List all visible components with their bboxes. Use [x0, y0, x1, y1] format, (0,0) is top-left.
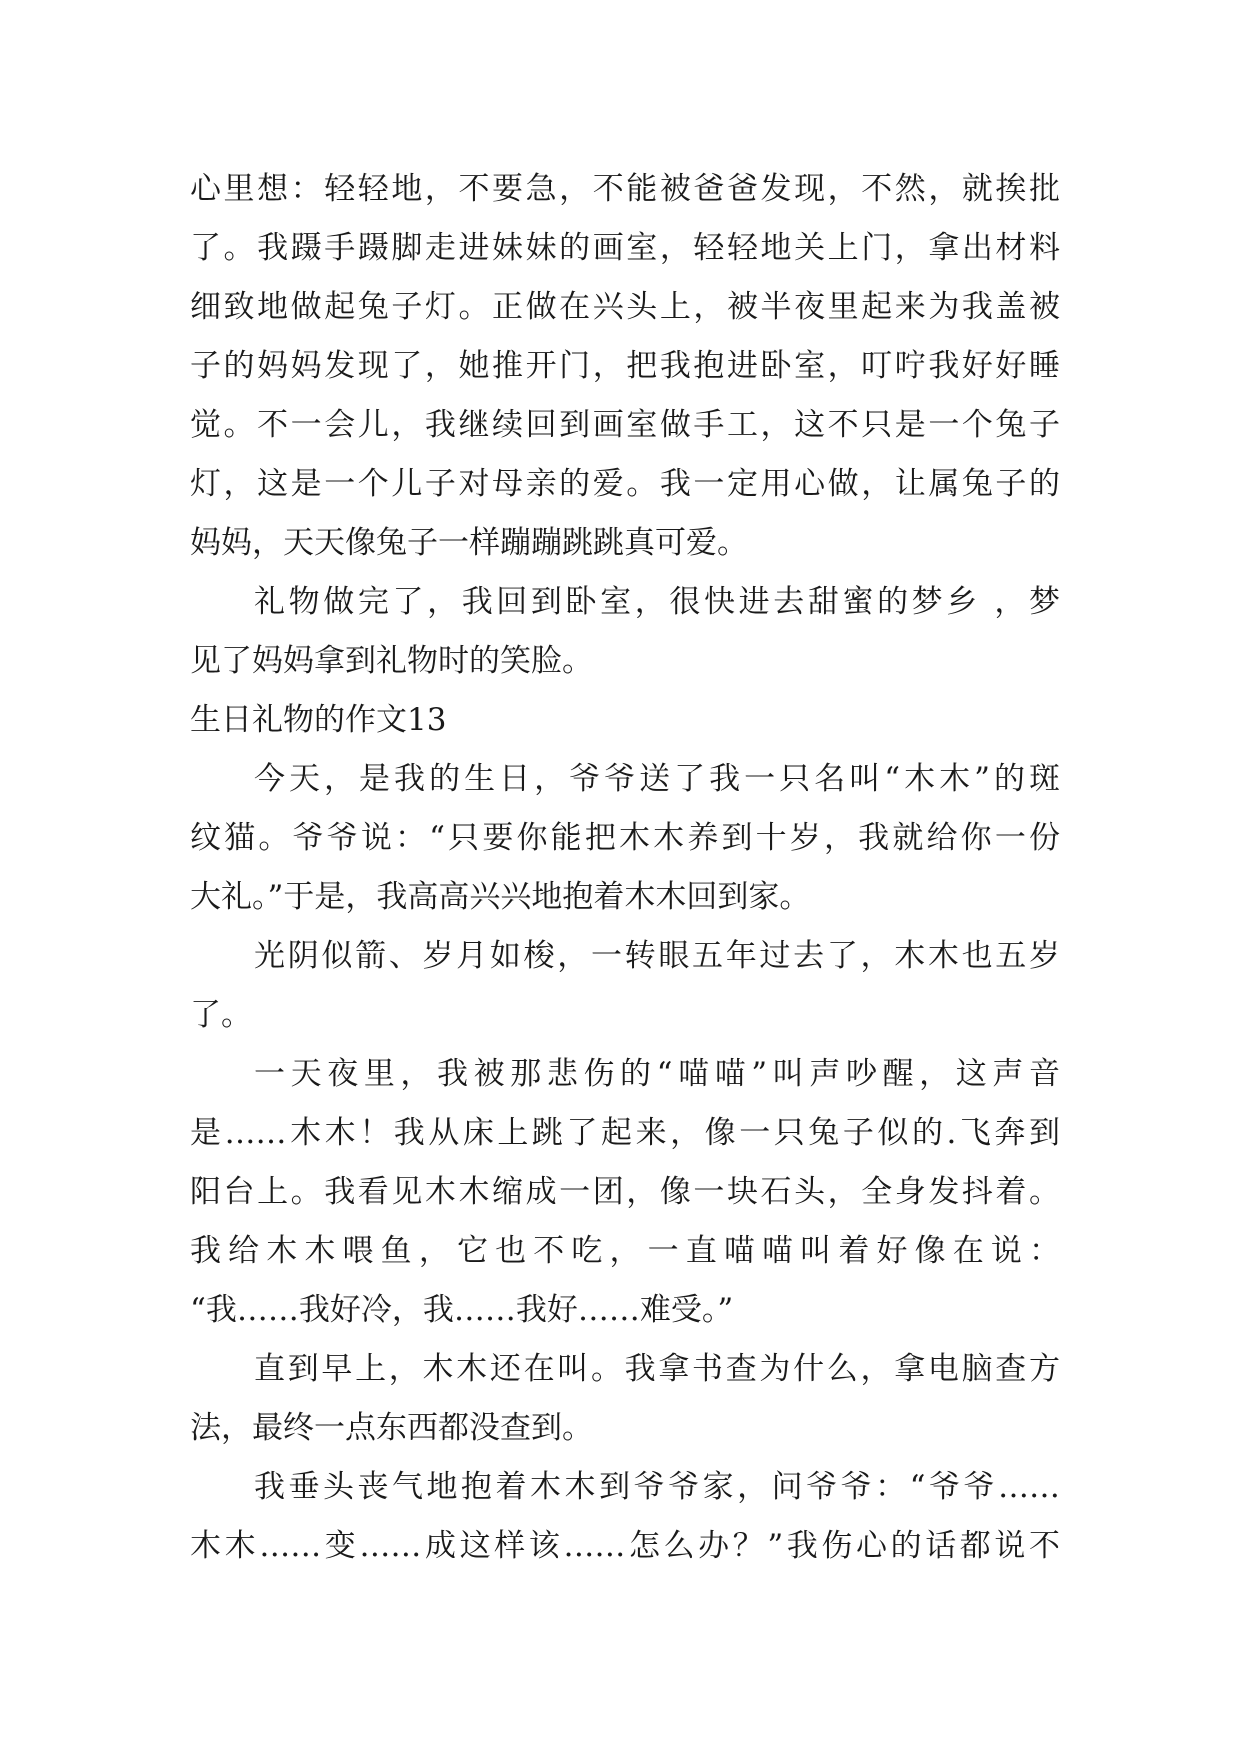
paragraph-first-line: 光阴似箭、岁月如梭，一转眼五年过去了，木木也五岁 — [254, 938, 1060, 974]
paragraph-first-line: 礼物做完了，我回到卧室，很快进去甜蜜的梦乡 ，梦 — [254, 584, 1060, 620]
text-line: 心里想：轻轻地，不要急，不能被爸爸发现，不然，就挨批 — [190, 171, 1060, 207]
text-line: 我给木木喂鱼，它也不吃，一直喵喵叫着好像在说： — [190, 1233, 1060, 1269]
text-line: 阳台上。我看见木木缩成一团，像一块石头，全身发抖着。 — [190, 1174, 1060, 1210]
section-heading: 生日礼物的作文13 — [190, 702, 447, 738]
text-line: 子的妈妈发现了，她推开门，把我抱进卧室，叮咛我好好睡 — [190, 348, 1060, 384]
text-line: 大礼。”于是，我高高兴兴地抱着木木回到家。 — [190, 879, 811, 915]
paragraph-first-line: 我垂头丧气地抱着木木到爷爷家，问爷爷：“爷爷…… — [254, 1469, 1060, 1505]
text-line: 灯，这是一个儿子对母亲的爱。我一定用心做，让属兔子的 — [190, 466, 1060, 502]
text-line: 见了妈妈拿到礼物时的笑脸。 — [190, 643, 593, 679]
paragraph-first-line: 今天，是我的生日，爷爷送了我一只名叫“木木”的斑 — [254, 761, 1060, 797]
essay-text — [190, 160, 1060, 1576]
text-line: 细致地做起兔子灯。正做在兴头上，被半夜里起来为我盖被 — [190, 289, 1060, 325]
text-line: “我……我好冷，我……我好……难受。” — [190, 1292, 734, 1328]
text-line: 木木……变……成这样该……怎么办？”我伤心的话都说不 — [190, 1528, 1060, 1564]
text-line: 了。 — [190, 997, 252, 1033]
paragraph-first-line: 一天夜里，我被那悲伤的“喵喵”叫声吵醒，这声音 — [254, 1056, 1060, 1092]
text-line: 纹猫。爷爷说：“只要你能把木木养到十岁，我就给你一份 — [190, 820, 1060, 856]
text-line: 了。我蹑手蹑脚走进妹妹的画室，轻轻地关上门，拿出材料 — [190, 230, 1060, 266]
text-line: 妈妈，天天像兔子一样蹦蹦跳跳真可爱。 — [190, 525, 748, 561]
paragraph-first-line: 直到早上，木木还在叫。我拿书查为什么，拿电脑查方 — [254, 1351, 1060, 1387]
text-line: 是……木木！我从床上跳了起来，像一只兔子似的.飞奔到 — [190, 1115, 1060, 1151]
text-line: 法，最终一点东西都没查到。 — [190, 1410, 593, 1446]
text-line: 觉。不一会儿，我继续回到画室做手工，这不只是一个兔子 — [190, 407, 1060, 443]
